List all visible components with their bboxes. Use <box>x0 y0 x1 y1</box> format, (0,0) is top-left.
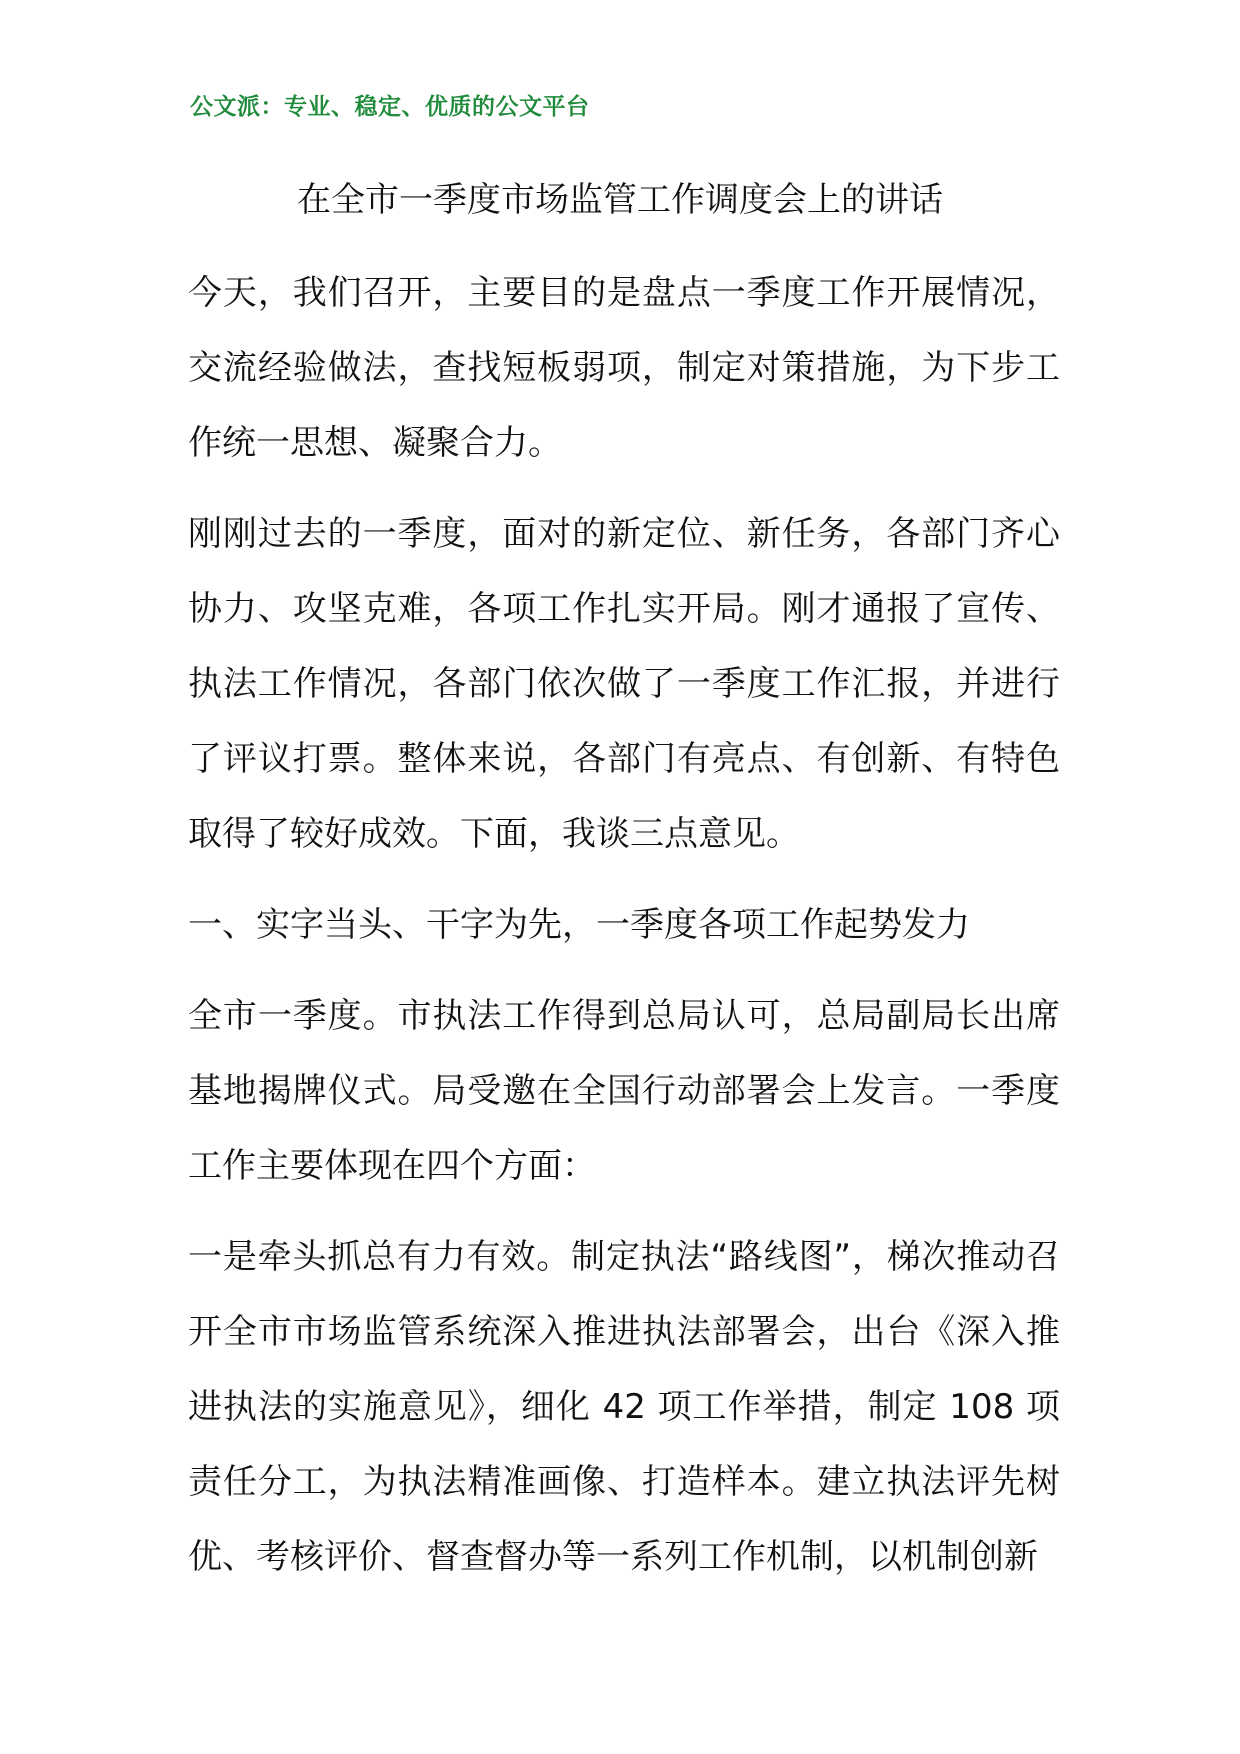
paragraph: 刚刚过去的一季度，面对的新定位、新任务，各部门齐心协力、攻坚克难，各项工作扎实开局。刚才通报了宣传、执法工作情况，各部门依次做了一季度工作汇报，并进行了评议打票。整体来说，各部门有亮点、有创新、有特色取得了较好成效。下面，我谈三点意见。 <box>188 514 1060 854</box>
paragraph: 一是牵头抓总有力有效。制定执法“路线图”，梯次推动召开全市市场监管系统深入推进执法部署会，出台《深入推进执法的实施意见》，细化 42 项工作举措，制定 108 项责任分工，为执法精准画像、打造样本。建立执法评先树优、考核评价、督查督办等一系列工作机制，以机制创新 <box>188 1237 1060 1577</box>
paragraph: 全市一季度。市执法工作得到总局认可，总局副局长出席基地揭牌仪式。局受邀在全国行动部署会上发言。一季度工作主要体现在四个方面： <box>188 996 1060 1186</box>
section-heading: 一、实字当头、干字为先，一季度各项工作起势发力 <box>188 905 970 945</box>
paragraph: 今天，我们召开，主要目的是盘点一季度工作开展情况，交流经验做法，查找短板弱项，制定对策措施，为下步工作统一思想、凝聚合力。 <box>188 273 1060 463</box>
document-title: 在全市一季度市场监管工作调度会上的讲话 <box>297 180 943 220</box>
brand-header: 公文派：专业、稳定、优质的公文平台 <box>190 94 590 120</box>
document-body <box>188 256 1060 1611</box>
